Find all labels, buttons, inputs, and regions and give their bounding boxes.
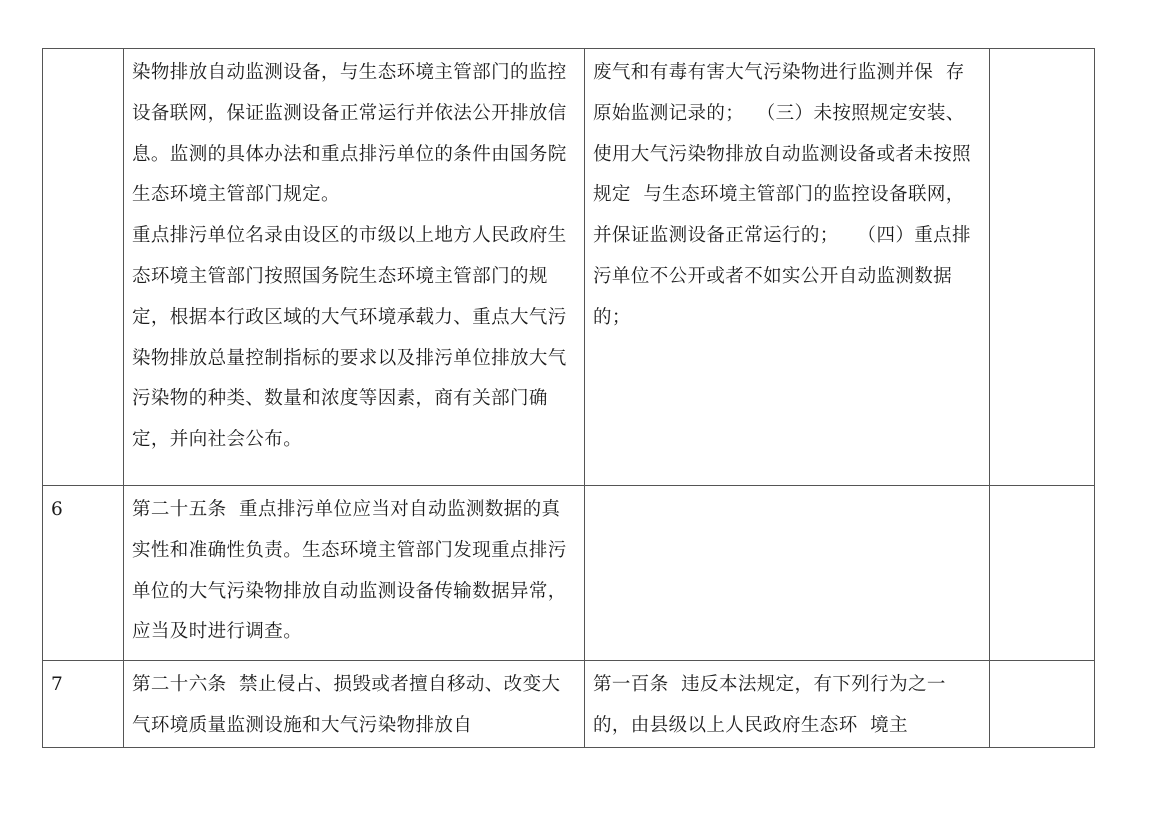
penalty-text-cell: [585, 661, 990, 748]
regulation-comparison-table: [42, 48, 1095, 748]
note-cell: [990, 661, 1095, 748]
clause-text-cell: [124, 49, 585, 486]
table-row: [43, 486, 1095, 661]
note-cell: [990, 486, 1095, 661]
row-number-cell: 7: [43, 661, 124, 748]
penalty-text-cell: [585, 49, 990, 486]
clause-text-cell: [124, 661, 585, 748]
clause-paragraph: 重点排污单位名录由设区的市级以上地方人民政府生态环境主管部门按照国务院生态环境主管部门的规定，根据本行政区域的大气环境承载力、重点大气污染物排放总量控制指标的要求以及排污单位排放大气污染物的种类、数量和浓度等因素，商有关部门确定，并向社会公布。: [132, 225, 567, 451]
table-row: [43, 49, 1095, 486]
penalty-paragraph: 第一百条 违反本法规定，有下列行为之一的，由县级以上人民政府生态环 境主: [593, 674, 946, 736]
clause-paragraph: 第二十五条 重点排污单位应当对自动监测数据的真实性和准确性负责。生态环境主管部门发现重点排污单位的大气污染物排放自动监测设备传输数据异常，应当及时进行调查。: [132, 499, 567, 643]
penalty-paragraph: 废气和有毒有害大气污染物进行监测并保 存原始监测记录的； （三）未按照规定安装、使用大气污染物排放自动监测设备或者未按照规定 与生态环境主管部门的监控设备联网，并保证监测设备正常运行的； （四）重点排污单位不公开或者不如实公开自动监测数据的；: [593, 62, 972, 328]
clause-paragraph: 第二十六条 禁止侵占、损毁或者擅自移动、改变大气环境质量监测设施和大气污染物排放自: [132, 674, 561, 736]
penalty-text-cell: [585, 486, 990, 661]
row-number-cell: [43, 49, 124, 486]
note-cell: [990, 49, 1095, 486]
table-row: [43, 661, 1095, 748]
clause-paragraph: 染物排放自动监测设备，与生态环境主管部门的监控设备联网，保证监测设备正常运行并依法公开排放信息。监测的具体办法和重点排污单位的条件由国务院 生态环境主管部门规定。: [132, 62, 573, 206]
row-number-cell: 6: [43, 486, 124, 661]
clause-text-cell: [124, 486, 585, 661]
